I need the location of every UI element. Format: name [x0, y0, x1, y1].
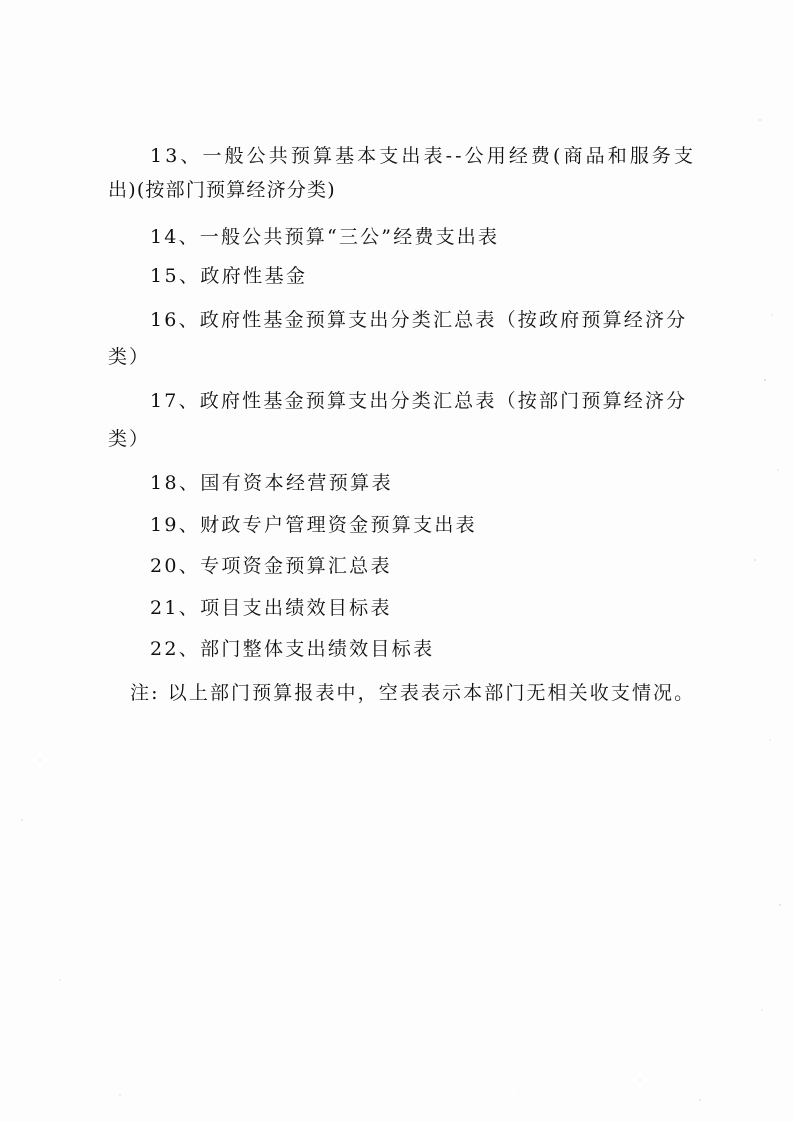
list-item-continuation: 类） — [108, 428, 151, 450]
list-item-continuation: 类） — [108, 346, 151, 368]
footnote: 注: 以上部门预算报表中，空表表示本部门无相关收支情况。 — [130, 682, 696, 704]
list-item: 13、一般公共预算基本支出表--公用经费(商品和服务支 — [150, 145, 697, 167]
list-item: 19、财政专户管理资金预算支出表 — [150, 514, 477, 536]
list-item-continuation: 出)(按部门预算经济分类) — [108, 179, 336, 201]
list-item: 15、政府性基金 — [150, 265, 308, 287]
list-item: 17、政府性基金预算支出分类汇总表（按部门预算经济分 — [150, 390, 688, 412]
list-item: 14、一般公共预算“三公”经费支出表 — [150, 226, 500, 248]
list-item: 21、项目支出绩效目标表 — [150, 597, 392, 619]
list-item: 18、国有资本经营预算表 — [150, 472, 393, 494]
list-item: 16、政府性基金预算支出分类汇总表（按政府预算经济分 — [150, 309, 688, 331]
list-item: 20、专项资金预算汇总表 — [150, 555, 392, 577]
list-item: 22、部门整体支出绩效目标表 — [150, 638, 435, 660]
